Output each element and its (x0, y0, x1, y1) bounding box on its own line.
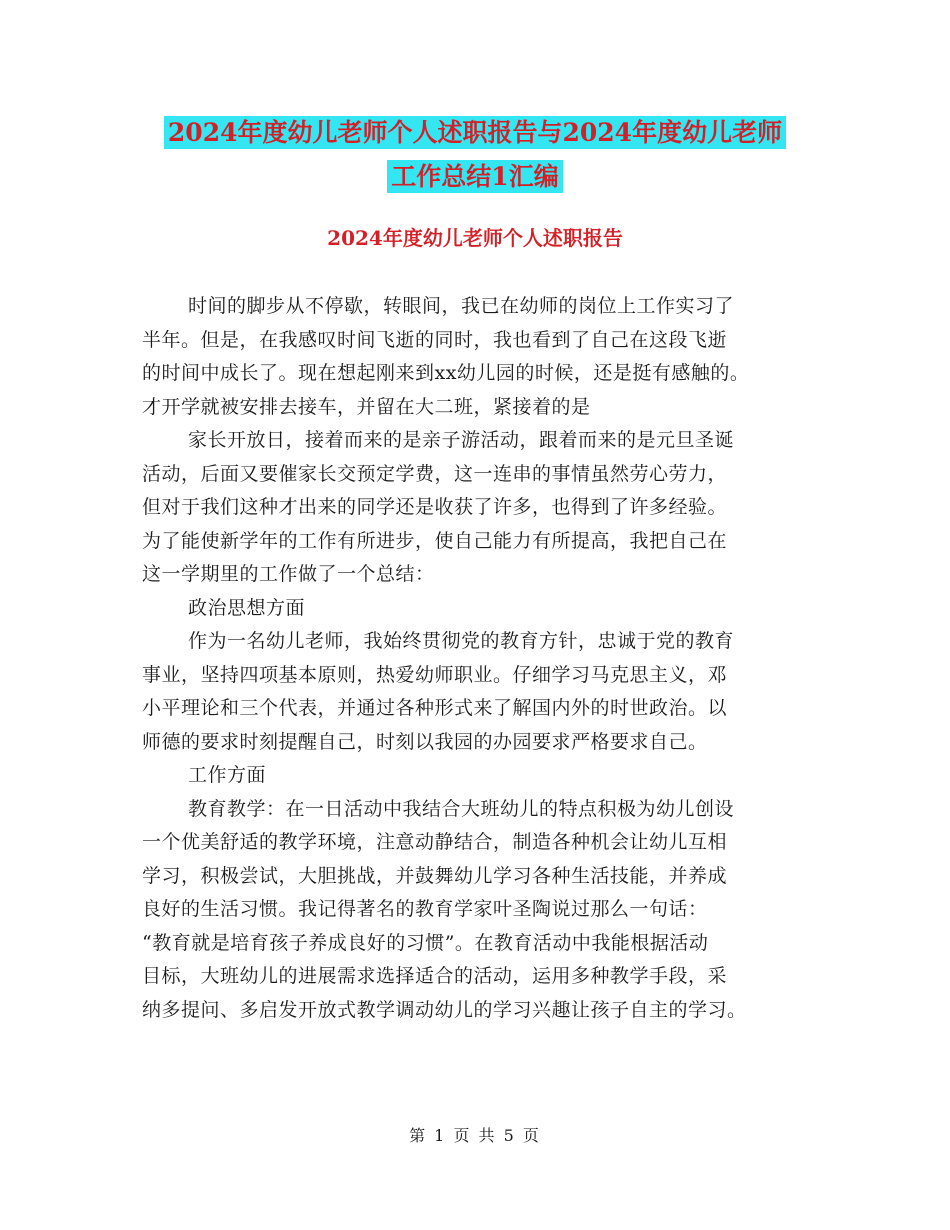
subheading-politics: 政治思想方面 (188, 596, 306, 619)
body-line: 学习，积极尝试，大胆挑战，并鼓舞幼儿学习各种生活技能，并养成 (142, 864, 728, 887)
section-heading: 2024年度幼儿老师个人述职报告 (327, 226, 623, 250)
body-line: 目标，大班幼儿的进展需求选择适合的活动，运用多种教学手段，采 (142, 965, 728, 987)
title-highlight-2: 工作总结1汇编 (387, 160, 562, 193)
body-line: 家长开放日，接着而来的是亲子游活动，跟着而来的是元旦圣诞 (188, 429, 735, 451)
title-highlight-1: 2024年度幼儿老师个人述职报告与2024年度幼儿老师 (164, 116, 786, 149)
body-line: 半年。但是，在我感叹时间飞逝的同时，我也看到了自己在这段飞逝 (142, 328, 728, 351)
body-line: 才开学就被安排去接车，并留在大二班，紧接着的是 (142, 395, 591, 418)
body-line: 活动，后面又要催家长交预定学费，这一连串的事情虽然劳心劳力， (142, 462, 728, 485)
document-title-line-1 (0, 110, 950, 156)
body-line: 师德的要求时刻提醒自己，时刻以我园的办园要求严格要求自己。 (142, 730, 708, 753)
body-line: 作为一名幼儿老师，我始终贯彻党的教育方针，忠诚于党的教育 (188, 630, 735, 652)
body-line: 这一学期里的工作做了一个总结： (142, 563, 435, 585)
body-line: 时间的脚步从不停歇，转眼间，我已在幼师的岗位上工作实习了 (188, 295, 735, 317)
body-line: 教育教学：在一日活动中我结合大班幼儿的特点积极为幼儿创设 (188, 797, 735, 820)
body-line: 为了能使新学年的工作有所进步，使自己能力有所提高，我把自己在 (142, 529, 728, 552)
body-line: 纳多提问、多启发开放式教学调动幼儿的学习兴趣让孩子自主的学习。 (142, 998, 747, 1021)
subheading-work: 工作方面 (188, 764, 267, 786)
body-line: 小平理论和三个代表，并通过各种形式来了解国内外的时世政治。以 (142, 697, 728, 719)
body-line: 良好的生活习惯。我记得著名的教育学家叶圣陶说过那么一句话： (142, 898, 708, 920)
body-line: 一个优美舒适的教学环境，注意动静结合，制造各种机会让幼儿互相 (142, 831, 728, 853)
body-line: 事业，坚持四项基本原则，热爱幼师职业。仔细学习马克思主义，邓 (142, 663, 728, 686)
body-text (142, 290, 812, 1027)
page-footer: 第 1 页 共 5 页 (409, 1126, 541, 1145)
body-line: 的时间中成长了。现在想起刚来到xx幼儿园的时候，还是挺有感触的。 (142, 362, 750, 384)
body-line: “教育就是培育孩子养成良好的习惯”。在教育活动中我能根据活动 (142, 931, 709, 954)
body-line: 但对于我们这种才出来的同学还是收获了许多，也得到了许多经验。 (142, 496, 728, 518)
document-title-line-2 (0, 154, 950, 200)
